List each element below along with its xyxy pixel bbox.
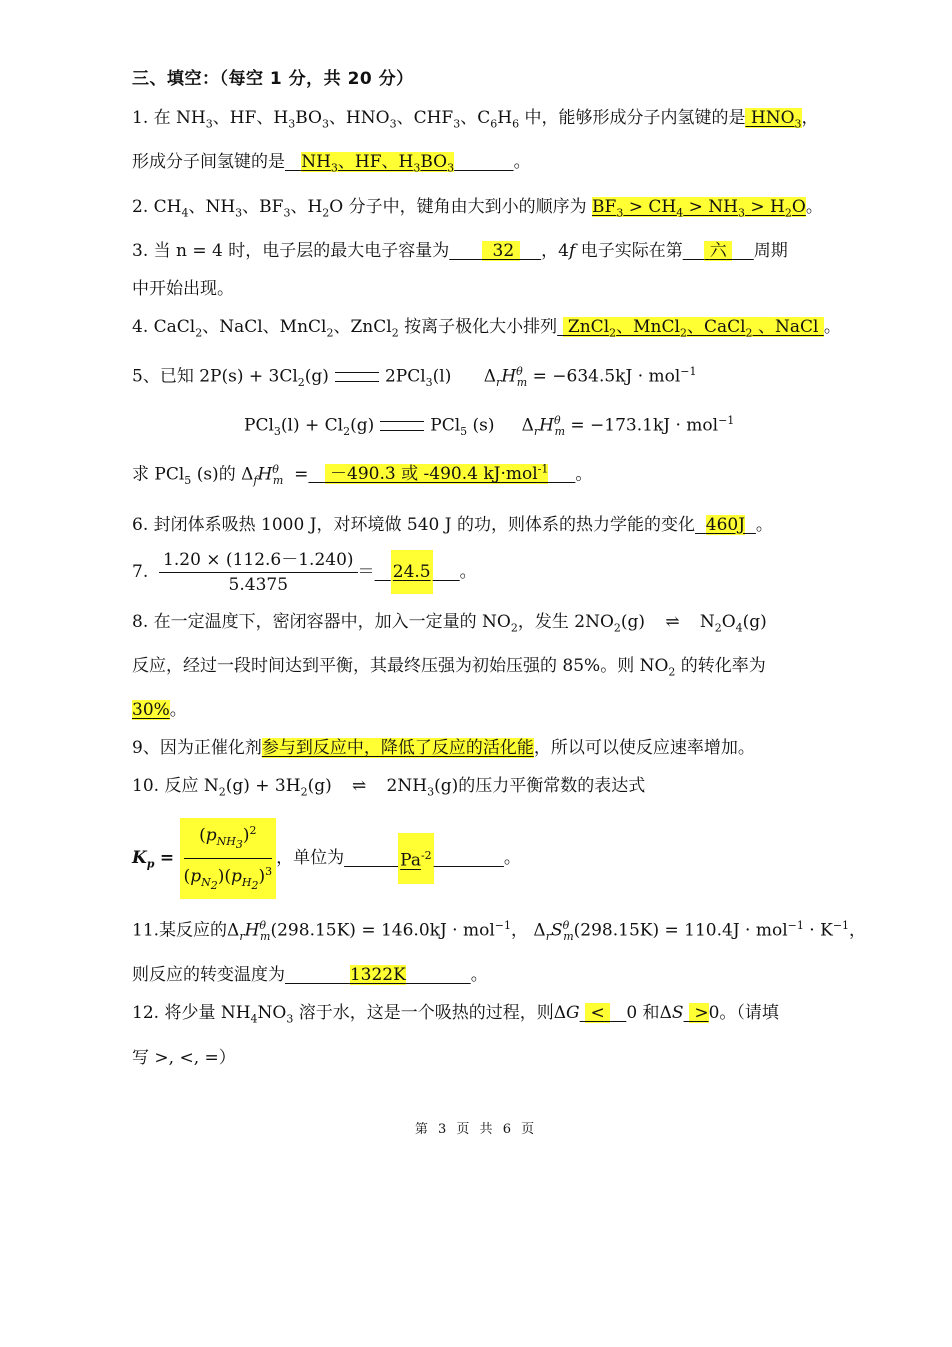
question-12-line-1: 12. 将少量 $NH_4NO_3$ 溶于水，这是一个吸热的过程，则ΔG < 0 和ΔS >0。（请填 bbox=[132, 1003, 779, 1026]
exam-page bbox=[132, 64, 867, 1083]
question-7: 7. $\frac{1.20 \times (112.6-1.240)}{5.4375}$ ＝ 24.5 。 bbox=[132, 549, 477, 595]
answer-10b: $Pa^{-2}$ bbox=[398, 833, 434, 884]
kp-symbol: $K_p$ bbox=[132, 848, 155, 871]
question-10-line-2: $K_p$ = $\frac{(p_{NH_3})^2}{(p_{N_2})(p_{H_2})^3}$ ，单位为 $Pa^{-2}$ 。 bbox=[132, 818, 822, 899]
fraction: $\frac{1.20 \times (112.6-1.240)}{5.4375}$ bbox=[159, 550, 358, 595]
answer-3a: 32 bbox=[482, 241, 520, 261]
page-footer: 第 3 页 共 6 页 bbox=[414, 1122, 538, 1137]
question-5-ask: 求 PCl$_5$ (s)的 $\Delta_fH^\theta_m$ = －490.3 或 -490.4 kJ·mol$^{-1}$ 。 bbox=[132, 462, 593, 487]
answer-2: $BF_3 > CH_4 > NH_3 > H_2O$ bbox=[592, 196, 806, 220]
answer-11: 1322K bbox=[349, 965, 406, 986]
equals-arrow-icon bbox=[335, 372, 379, 382]
question-10-line-1: 10. 反应 $N_2(g) + 3H_2(g)$ ⇌ $2NH_3(g)$的压力平衡常数的表达式 bbox=[132, 773, 822, 805]
answer-7: 24.5 bbox=[391, 550, 433, 594]
question-9: 9、因为正催化剂参与到反应中，降低了反应的活化能，所以可以使反应速率增加。 bbox=[132, 738, 755, 759]
question-11-line-1: 11.某反应的$\Delta_rH^\theta_m(298.15K) = 146.0kJ \cdot mol^{-1}$， $\Delta_rS^\theta_m(298.15K) = 110.4J \cdot mol^{-1} \cdot K^{-1}$， bbox=[132, 919, 867, 944]
question-3-line-2: 中开始出现。 bbox=[132, 279, 234, 300]
question-8-line-2: 反应，经过一段时间达到平衡，其最终压强为初始压强的 85%。则 $NO_2$ 的转化率为 bbox=[132, 656, 766, 679]
kp-fraction: $\frac{(p_{NH_3})^2}{(p_{N_2})(p_{H_2})^3}$ bbox=[184, 820, 273, 897]
answer-10a bbox=[180, 818, 277, 899]
answer-3b: 六 bbox=[704, 241, 732, 261]
answer-8: 30% bbox=[132, 700, 170, 721]
answer-1a: $HNO_3$ bbox=[745, 108, 801, 128]
question-4: 4. CaCl$_2$、NaCl、MnCl$_2$、ZnCl$_2$ 按离子极化大小排列 ZnCl$_2$、MnCl$_2$、CaCl$_2$ 、NaCl 。 bbox=[132, 317, 841, 340]
answer-6: 460J bbox=[705, 514, 746, 535]
question-1-line-1: 1. 在 $NH_3$、HF、$H_3BO_3$、$HNO_3$、$CHF_3$、$C_6H_6$ 中，能够形成分子内氢键的是 $HNO_3$， bbox=[132, 108, 819, 131]
answer-9: 参与到反应中，降低了反应的活化能 bbox=[261, 738, 534, 759]
answer-12b: > bbox=[689, 1003, 709, 1023]
question-3-line-1: 3. 当 n = 4 时，电子层的最大电子容量为 32 ，4f 电子实际在第 六 周期 bbox=[132, 241, 788, 262]
equals-arrow-icon bbox=[380, 421, 424, 431]
question-8-line-1: 8. 在一定温度下，密闭容器中，加入一定量的 $NO_2$，发生 $2NO_2(g)$ ⇌ $N_2O_4(g)$ bbox=[132, 609, 822, 641]
question-12-line-2: 写 >, <, =） bbox=[132, 1047, 236, 1068]
question-11-line-2: 则反应的转变温度为 1322K 。 bbox=[132, 965, 488, 986]
question-6: 6. 封闭体系吸热 1000 J，对环境做 540 J 的功，则体系的热力学能的变化 460J 。 bbox=[132, 514, 773, 535]
question-2: 2. $CH_4$、$NH_3$、$BF_3$、$H_2O$ 分子中，键角由大到小的顺序为 $BF_3 > CH_4 > NH_3 > H_2O$。 bbox=[132, 196, 823, 220]
section-title: 三、填空：（每空 1 分，共 20 分） bbox=[132, 69, 414, 89]
answer-12a: < bbox=[585, 1003, 610, 1023]
answer-1b: $NH_3$、HF、$H_3BO_3$ bbox=[301, 152, 455, 175]
question-5-reaction-1: 5、已知 $2P(s) + 3Cl_2(g)$ 2PCl$_3$(l) $\Delta_rH^\theta_m = -634.5kJ \cdot mol^{-1}$ bbox=[132, 364, 697, 389]
equilibrium-arrow-icon: ⇌ bbox=[352, 776, 367, 797]
answer-4: ZnCl$_2$、MnCl$_2$、CaCl$_2$ 、NaCl bbox=[563, 317, 824, 337]
answer-5: －490.3 或 -490.4 kJ·mol$^{-1}$ bbox=[325, 464, 549, 484]
question-5-reaction-2: $PCl_3(l) + Cl_2(g)$ PCl$_5$ (s) $\Delta_rH^\theta_m = -173.1kJ \cdot mol^{-1}$ bbox=[244, 413, 735, 438]
question-8-line-3: 30%。 bbox=[132, 700, 187, 721]
equilibrium-arrow-icon: ⇌ bbox=[665, 611, 680, 632]
question-1-line-2: 形成分子间氢键的是 $NH_3$、HF、$H_3BO_3$ 。 bbox=[132, 152, 531, 175]
